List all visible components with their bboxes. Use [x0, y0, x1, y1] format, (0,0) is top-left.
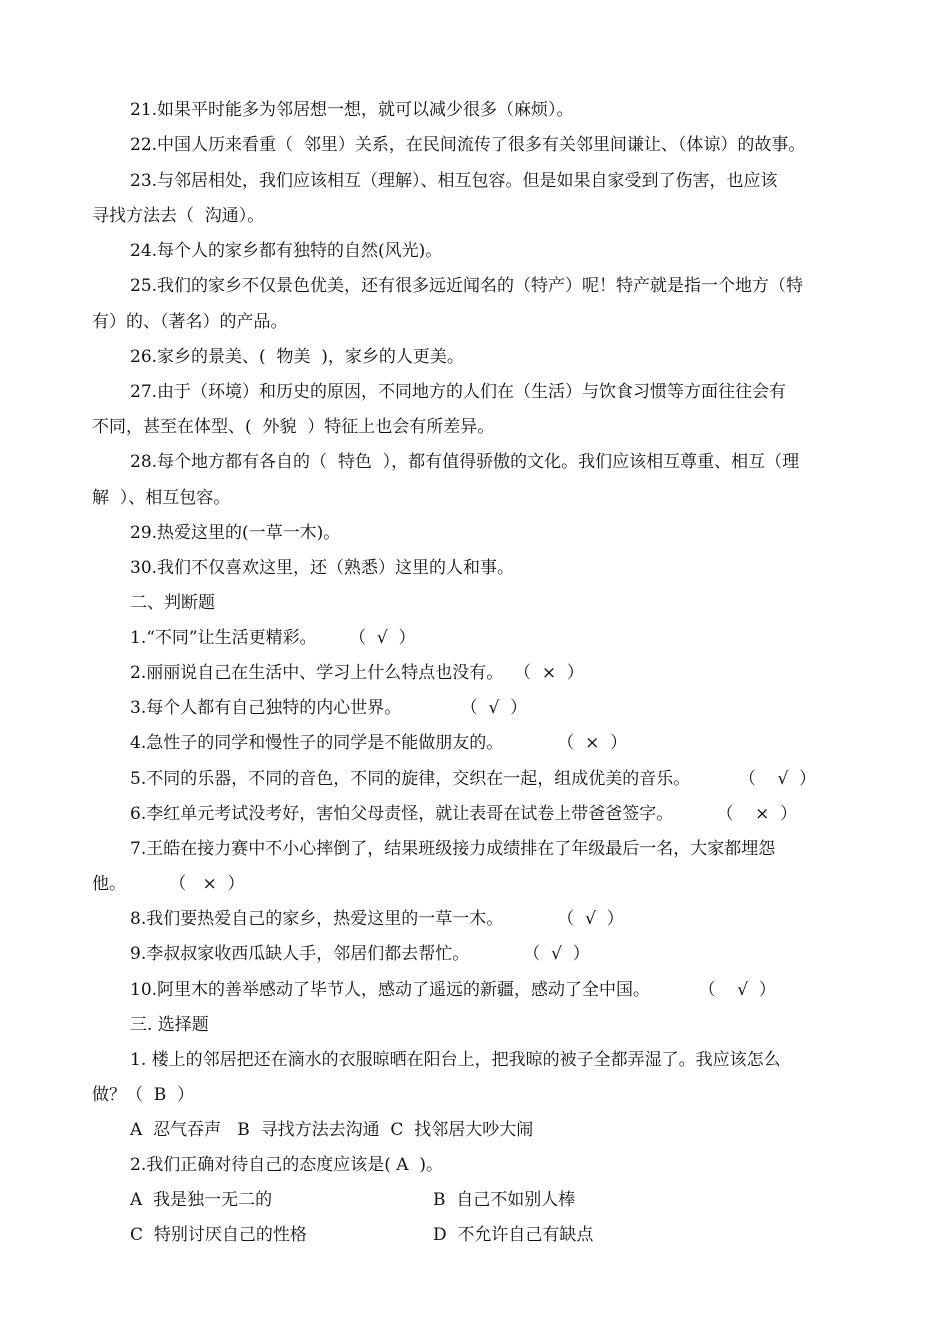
section-title-true-false: 二、判断题: [130, 593, 215, 613]
choice-2-option-b: B 自己不如别人棒: [433, 1190, 576, 1210]
true-false-4: 4.急性子的同学和慢性子的同学是不能做朋友的。 （ × ）: [130, 733, 628, 753]
true-false-5: 5.不同的乐器，不同的音色，不同的旋律，交织在一起，组成优美的音乐。 （ √ ）: [130, 769, 817, 789]
true-false-7-line-2: 他。 （ × ）: [92, 874, 245, 894]
fill-in-23-line-2: 寻找方法去（ 沟通）。: [92, 206, 265, 226]
fill-in-22-line-1: 22.中国人历来看重（ 邻里）关系，在民间流传了很多有关邻里间谦让、（体谅）的故事。: [130, 135, 806, 155]
fill-in-25-line-1: 25.我们的家乡不仅景色优美，还有很多远近闻名的（特产）呢！特产就是指一个地方（特: [130, 276, 804, 296]
choice-1-stem-line-2: 做？（ B ）: [92, 1085, 195, 1105]
fill-in-21-line-1: 21.如果平时能多为邻居想一想，就可以减少很多（麻烦）。: [130, 100, 574, 120]
choice-2-option-c: C 特别讨厌自己的性格: [130, 1225, 307, 1245]
true-false-3: 3.每个人都有自己独特的内心世界。 （ √ ）: [130, 698, 528, 718]
true-false-2: 2.丽丽说自己在生活中、学习上什么特点也没有。 （ × ）: [130, 663, 584, 683]
fill-in-28-line-1: 28.每个地方都有各自的（ 特色 ），都有值得骄傲的文化。我们应该相互尊重、相互（理: [130, 452, 800, 472]
true-false-8: 8.我们要热爱自己的家乡，热爱这里的一草一木。 （ √ ）: [130, 909, 624, 929]
choice-2-stem: 2.我们正确对待自己的态度应该是( A )。: [130, 1155, 443, 1175]
choice-2-option-a: A 我是独一无二的: [130, 1190, 273, 1210]
fill-in-24-line-1: 24.每个人的家乡都有独特的自然(风光)。: [130, 241, 443, 261]
fill-in-27-line-1: 27.由于（环境）和历史的原因，不同地方的人们在（生活）与饮食习惯等方面往往会有: [130, 382, 787, 402]
true-false-9: 9.李叔叔家收西瓜缺人手，邻居们都去帮忙。 （ √ ）: [130, 944, 590, 964]
section-title-choice: 三. 选择题: [130, 1015, 209, 1035]
true-false-6: 6.李红单元考试没考好，害怕父母责怪，就让表哥在试卷上带爸爸签字。 （ × ）: [130, 804, 798, 824]
choice-2-option-d: D 不允许自己有缺点: [433, 1225, 594, 1245]
fill-in-25-line-2: 有）的、（著名）的产品。: [92, 312, 288, 332]
true-false-10: 10.阿里木的善举感动了毕节人，感动了遥远的新疆，感动了全中国。 （ √ ）: [130, 980, 776, 1000]
choice-1-options: A 忍气吞声 B 寻找方法去沟通 C 找邻居大吵大闹: [130, 1120, 534, 1140]
true-false-7-line-1: 7.王皓在接力赛中不小心摔倒了，结果班级接力成绩排在了年级最后一名，大家都埋怨: [130, 839, 776, 859]
fill-in-30-line-1: 30.我们不仅喜欢这里，还（熟悉）这里的人和事。: [130, 558, 515, 578]
fill-in-29-line-1: 29.热爱这里的(一草一木)。: [130, 523, 341, 543]
fill-in-23-line-1: 23.与邻居相处，我们应该相互（理解）、相互包容。但是如果自家受到了伤害，也应该: [130, 171, 778, 191]
fill-in-26-line-1: 26.家乡的景美、( 物美 )，家乡的人更美。: [130, 347, 464, 367]
fill-in-27-line-2: 不同，甚至在体型、( 外貌 ）特征上也会有所差异。: [92, 417, 495, 437]
fill-in-28-line-2: 解 ）、相互包容。: [92, 488, 231, 508]
true-false-1: 1.“不同”让生活更精彩。 （ √ ）: [130, 628, 416, 648]
choice-1-stem-line-1: 1. 楼上的邻居把还在滴水的衣服晾晒在阳台上，把我晾的被子全都弄湿了。我应该怎么: [130, 1050, 781, 1070]
